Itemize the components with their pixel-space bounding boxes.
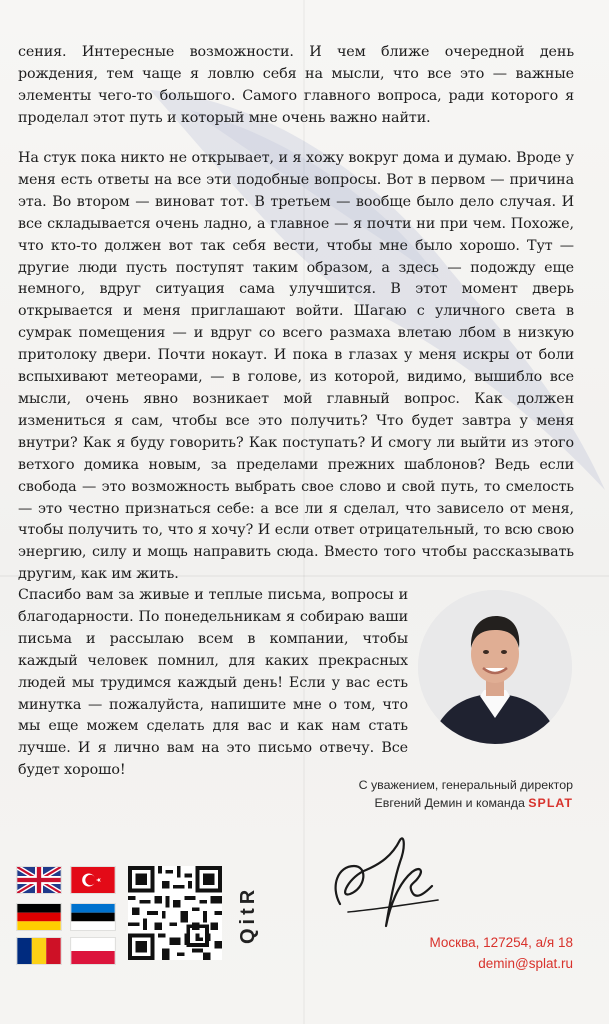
turkey-flag-icon	[71, 867, 115, 893]
letter-paragraph-2: На стук пока никто не открывает, и я хожу вокруг дома и думаю. Вроде у меня есть ответы на все эти подобные вопросы. Вот в первом — причина эта. Во втором — виноват тот. В третьем — вообще было дело случая. И все складывается очень ладно, а главное — я почти ни при чем. Похоже, что кто-то должен вот так себя вести, чтобы мне было хорошо. Тут — другие люди пусть поступят таким образом, а здесь — подожду еще немного, вдруг ситуация сама улучшится. В этот момент дверь открывается и меня приглашают войти. Шагаю с уличного света в сумрак помещения — и вдруг со всего размаха влетаю лбом в низкую притолоку двери. Почти нокаут. И пока в глазах у меня искры от боли вспыхивают метеорами, — в голове, из которой, видимо, вышибло все мысли, очень явно возникает мой главный вопрос. Как должен измениться я сам, чтобы все это получить? Что будет завтра у меня внутри? Как я буду говорить? Как поступать? И смогу ли выйти из этого ветхого домика новым, за пределами прежних шаблонов? Ведь если свобода — это возможность выбрать свое слово и свой путь, то смелость — это честно признаться себе: а все ли я сделал, что зависело от меня, чтобы получить то, что я хочу? И если ответ отрицательный, то всю свою энергию, силу и мощь направить сюда. Вместо того чтобы рассказывать другим, как им жить.	[18, 150, 574, 583]
signoff-line-2-row	[359, 794, 573, 812]
letter-paragraph-3: Спасибо вам за живые и теплые письма, вопросы и благодарности. По понедельникам я собираю ваши письма и рассылаю всем в компании, чтобы каждый человек помнил, для каких прекрасных людей мы трудимся каждый день! Если у вас есть минутка — пожалуйста, напишите мне о том, что мы еще можем сделать для вас и как нам стать лучше. И я лично вам на это письмо отвечу. Все будет хорошо!	[18, 587, 408, 779]
qr-code[interactable]	[128, 866, 222, 960]
handwritten-signature	[320, 826, 450, 936]
poland-flag-icon	[71, 938, 115, 964]
signoff-line-1: С уважением, генеральный директор	[358, 778, 573, 792]
signoff-line-2: Евгений Демин и команда	[374, 796, 525, 810]
letter-paragraph-1: сения. Интересные возможности. И чем ближе очередной день рождения, тем чаще я ловлю себя на мысли, что все это — важные элементы чего-то большого. Самого главного вопроса, ради которого я проделал этот путь и который мне очень важно найти.	[18, 44, 574, 126]
qitr-logo: QitR	[237, 885, 259, 945]
contact-address	[430, 932, 573, 974]
uk-flag-icon	[17, 867, 61, 893]
splat-brand-logo: SPLAT	[528, 796, 573, 810]
romania-flag-icon	[17, 938, 61, 964]
germany-flag-icon	[17, 904, 61, 930]
signoff	[359, 776, 573, 812]
email-link[interactable]: demin@splat.ru	[478, 956, 573, 971]
estonia-flag-icon	[71, 904, 115, 930]
ceo-portrait-photo	[418, 590, 572, 744]
postal-address: Москва, 127254, а/я 18	[429, 935, 573, 950]
